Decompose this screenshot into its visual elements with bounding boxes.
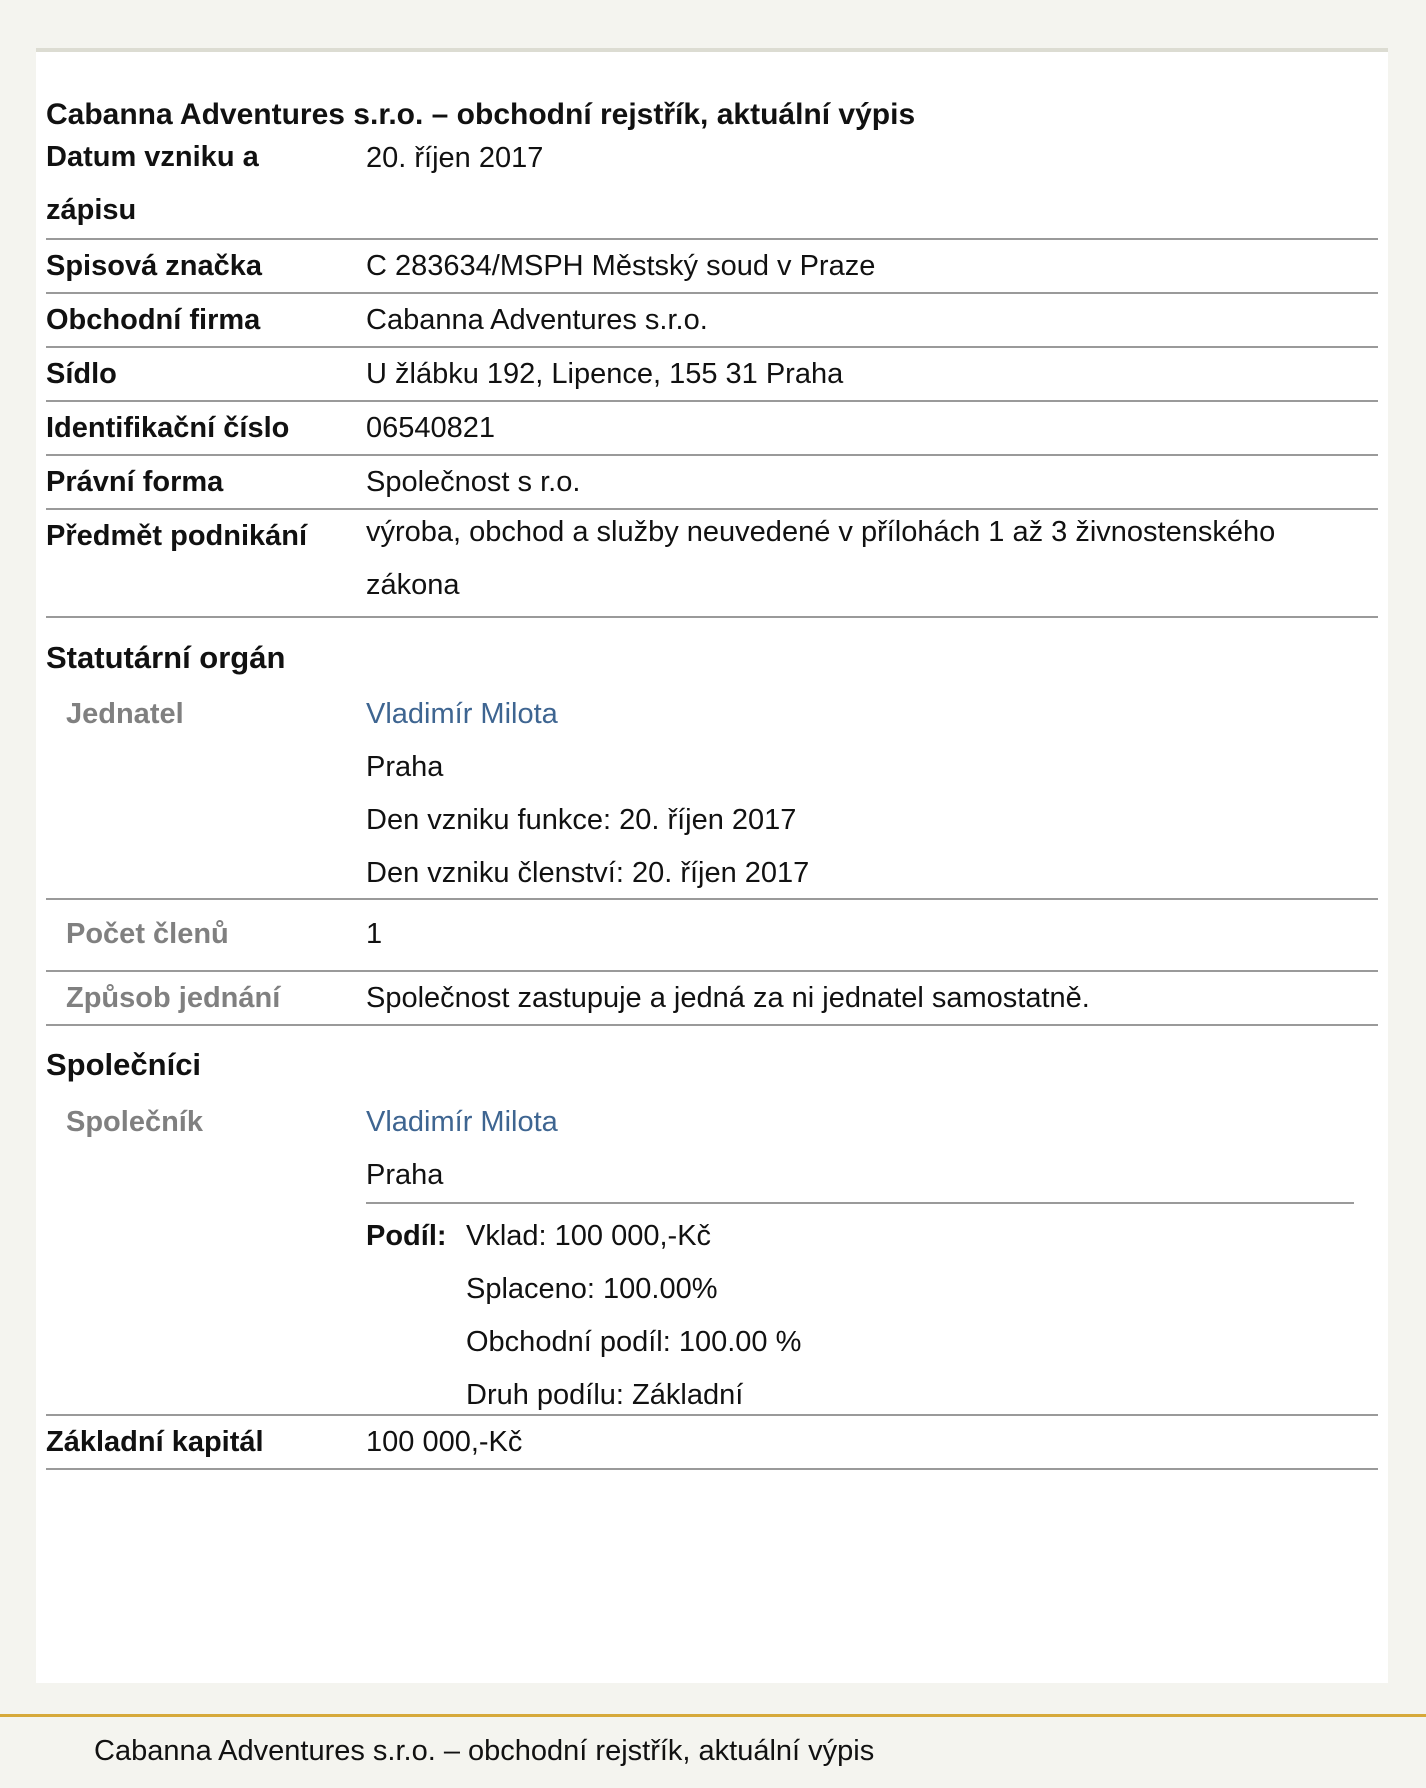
- value-acting-method: Společnost zastupuje a jedná za ni jednatel samostatně.: [366, 982, 1090, 1014]
- share-label: Podíl:: [366, 1220, 447, 1252]
- value-capital: 100 000,-Kč: [366, 1426, 523, 1458]
- register-extract-panel: [36, 52, 1388, 1683]
- section-statutory-heading: Statutární orgán: [46, 640, 286, 675]
- label-business-scope: Předmět podnikání: [46, 520, 308, 552]
- label-date-established: [46, 131, 259, 237]
- row-capital: [46, 1416, 1378, 1470]
- label-jednatel: Jednatel: [66, 698, 184, 730]
- label-capital: Základní kapitál: [46, 1426, 264, 1458]
- row-jednatel: [46, 688, 1378, 900]
- business-scope-line1: výroba, obchod a služby neuvedené v přílohách 1 až 3 živnostenského: [366, 516, 1276, 548]
- value-business-scope: [366, 506, 1275, 612]
- value-date-established: 20. říjen 2017: [366, 142, 544, 174]
- label-partner: Společník: [66, 1106, 203, 1138]
- share-deposit: Vklad: 100 000,-Kč: [466, 1220, 712, 1252]
- share-details: [466, 1206, 801, 1422]
- value-id-number: 06540821: [366, 412, 496, 444]
- row-legal-form: [46, 456, 1378, 510]
- share-divider: [366, 1202, 1354, 1204]
- partner-city: Praha: [366, 1159, 444, 1191]
- label-id-number: Identifikační číslo: [46, 412, 290, 444]
- row-file-number: [46, 240, 1378, 294]
- footer-title: Cabanna Adventures s.r.o. – obchodní rejstřík, aktuální výpis: [94, 1735, 875, 1767]
- row-date-established: [46, 132, 1378, 240]
- page-title: Cabanna Adventures s.r.o. – obchodní rejstřík, aktuální výpis: [46, 98, 916, 131]
- label-acting-method: Způsob jednání: [66, 982, 281, 1014]
- label-file-number: Spisová značka: [46, 250, 262, 282]
- row-partner: [46, 1096, 1378, 1416]
- row-acting-method: [46, 972, 1378, 1026]
- footer-divider: [0, 1714, 1426, 1717]
- row-member-count: [46, 900, 1378, 972]
- value-file-number: C 283634/MSPH Městský soud v Praze: [366, 250, 876, 282]
- value-seat: U žlábku 192, Lipence, 155 31 Praha: [366, 358, 844, 390]
- label-seat: Sídlo: [46, 358, 117, 390]
- label-member-count: Počet členů: [66, 918, 229, 950]
- row-id-number: [46, 402, 1378, 456]
- label-legal-form: Právní forma: [46, 466, 224, 498]
- value-jednatel: [366, 684, 809, 900]
- jednatel-function-start: Den vzniku funkce: 20. říjen 2017: [366, 804, 797, 836]
- business-scope-line2: zákona: [366, 569, 460, 601]
- value-legal-form: Společnost s r.o.: [366, 466, 581, 498]
- row-business-scope: [46, 510, 1378, 618]
- row-seat: [46, 348, 1378, 402]
- share-type: Druh podílu: Základní: [466, 1379, 744, 1411]
- share-business: Obchodní podíl: 100.00 %: [466, 1326, 802, 1358]
- partner-name-link[interactable]: Vladimír Milota: [366, 1106, 558, 1138]
- label-date-line2: zápisu: [46, 194, 137, 226]
- jednatel-membership-start: Den vzniku členství: 20. říjen 2017: [366, 857, 810, 889]
- share-paid: Splaceno: 100.00%: [466, 1273, 718, 1305]
- row-company-name: [46, 294, 1378, 348]
- jednatel-name-link[interactable]: Vladimír Milota: [366, 698, 558, 730]
- value-partner: [366, 1092, 558, 1202]
- section-partners-heading: Společníci: [46, 1047, 202, 1082]
- value-company-name: Cabanna Adventures s.r.o.: [366, 304, 708, 336]
- jednatel-city: Praha: [366, 751, 444, 783]
- label-date-line1: Datum vzniku a: [46, 141, 259, 173]
- label-company-name: Obchodní firma: [46, 304, 261, 336]
- value-member-count: 1: [366, 918, 383, 950]
